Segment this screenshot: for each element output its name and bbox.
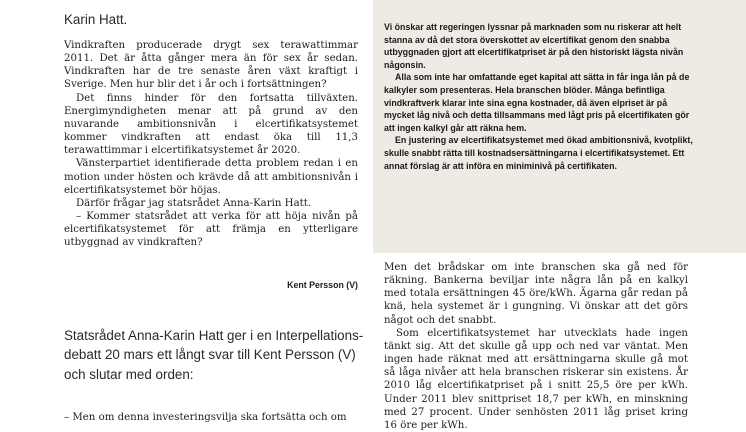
left-paragraph: Vindkraften producerade drygt sex terawattimmar 2011. Det är åtta gånger mera än för sex år sedan. Vindkraften har de tre senaste åren växt kraftigt i Sverige. Men hur blir det i år och i fortsättningen? <box>64 40 358 91</box>
left-top-fragment <box>64 0 358 29</box>
left-paragraph: – Kommer statsrådet att verka för att höja nivån på elcertifikatsystemet för att främja en ytterligare utbyggnad av vindkraften? <box>64 211 358 249</box>
right-paragraph: Men det brådskar om inte branschen ska gå ned för räkning. Bankerna beviljar inte några lån på en kalkyl med totala ersättningen 45 öre/kWh. Ägarna går redan på knä, hela systemet är i gungning. Vi önskar att det görs något och det snabbt. <box>384 262 688 326</box>
bottom-quote: – Men om denna investeringsvilja ska fortsätta och om <box>64 412 347 423</box>
box-paragraph: Vi önskar att regeringen lyssnar på marknaden som nu riskerar att helt stanna av då det stora överskottet av elcertifikat genom den snabba utbyggnaden gjort att elcertifikatpriset är på den historiskt lägsta nivån någonsin. <box>384 22 684 70</box>
box-paragraph: Alla som inte har omfattande eget kapital att sätta in får inga lån på de kalkyler som presenteras. Hela branschen blöder. Många befintliga vindkraftverk klarar inte sina egna kostnader, då även elpriset är på mycket låg nivå och detta tillsammans med lågt pris på elcertifikaten gör att ingen kalkyl går att räkna hem. <box>384 72 690 133</box>
signature: Kent Persson (V) <box>287 280 358 290</box>
right-body-text <box>384 261 688 432</box>
left-body-text <box>64 39 358 250</box>
right-paragraph: Som elcertifikatsystemet har utvecklats hade ingen tänkt sig. Att det skulle gå upp och ned var väntat. Men ingen hade räknat med att ersättningarna skulle gå mot så låga nivåer att hela branschen riskerar sin existens. År 2010 låg elcertifikatpriset på i snitt 25,5 öre per kWh. Under 2011 blev snittpriset 18,7 per kWh, en minskning med 27 procent. Under senhösten 2011 låg priset kring 16 öre per kWh. <box>384 327 688 431</box>
lead-line: Statsrådet Anna-Karin Hatt ger i en Interpellations- <box>64 328 364 343</box>
box-paragraph: En justering av elcertifikatsystemet med ökad ambitionsnivå, kvotplikt, skulle snabbt rätta till kostnadsersättningarna i elcertifikatsystemet. Ett annat förslag är att införa en miniminivå på certifikaten. <box>384 135 693 171</box>
highlight-box-text <box>384 21 696 172</box>
lead-line: debatt 20 mars ett långt svar till Kent Persson (V) <box>64 347 356 363</box>
left-paragraph: Därför frågar jag statsrådet Anna-Karin Hatt. <box>76 197 312 209</box>
left-paragraph: Vänsterpartiet identifierade detta problem redan i en motion under hösten och krävde då att ambitionsnivån i elcertifikatsystemet bör höjas. <box>64 158 358 196</box>
lead-line: och slutar med orden: <box>64 366 194 382</box>
highlight-box <box>373 0 746 253</box>
lead-paragraph <box>64 326 364 384</box>
left-top-line: Karin Hatt. <box>64 12 128 27</box>
left-paragraph: Det finns hinder för den fortsatta tillväxten. Energimyndigheten menar att på grund av den nuvarande ambitionsnivån i elcertifikatsystemet kommer vindkraften att endast öka till 11,3 terawattimmar i elcertifikatsystemet år 2020. <box>64 92 358 157</box>
